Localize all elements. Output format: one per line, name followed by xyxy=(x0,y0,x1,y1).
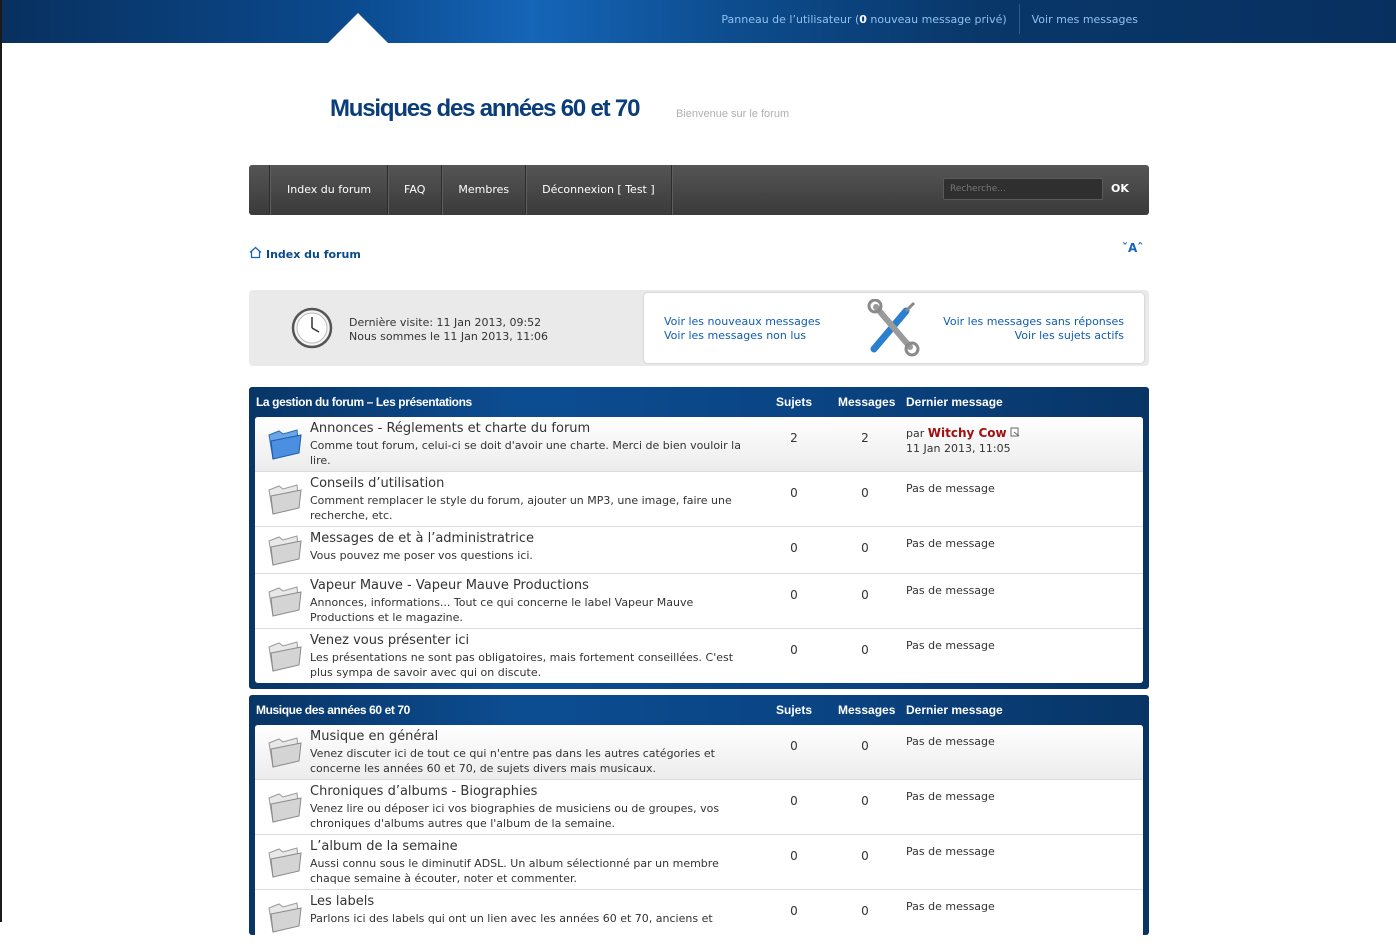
forum-title[interactable]: Annonces - Réglements et charte du forum xyxy=(310,421,591,436)
user-control-panel-link[interactable]: Panneau de l’utilisateur (0 nouveau message privé) xyxy=(721,12,1007,26)
forum-posts-count: 0 xyxy=(861,904,869,918)
forum-posts-count: 0 xyxy=(861,794,869,808)
tools-icon xyxy=(866,299,922,360)
user-links xyxy=(709,0,1150,38)
site-title[interactable]: Musiques des années 60 et 70 xyxy=(330,95,640,122)
home-icon xyxy=(249,246,262,262)
column-topics: Sujets xyxy=(776,395,813,409)
last-post-info: Pas de message xyxy=(906,845,995,858)
current-time-text: Nous sommes le 11 Jan 2013, 11:06 xyxy=(349,330,548,343)
forum-title[interactable]: L’album de la semaine xyxy=(310,839,458,854)
font-size-toggle[interactable]: ˇAˆ xyxy=(1122,241,1144,255)
forum-title[interactable]: Musique en général xyxy=(310,729,439,744)
forum-title[interactable]: Vapeur Mauve - Vapeur Mauve Productions xyxy=(310,578,589,593)
last-post-info: Pas de message xyxy=(906,735,995,748)
category-title[interactable]: Musique des années 60 et 70 xyxy=(256,703,410,717)
forum-title[interactable]: Messages de et à l’administratrice xyxy=(310,531,535,546)
nav-faq[interactable]: FAQ xyxy=(388,165,442,215)
last-post-info: Pas de message xyxy=(906,639,995,652)
folder-icon xyxy=(267,482,303,519)
forum-posts-count: 0 xyxy=(861,541,869,555)
forum-topics-count: 0 xyxy=(790,849,798,863)
forum-topics-count: 0 xyxy=(790,739,798,753)
link-unread-posts[interactable]: Voir les messages non lus xyxy=(664,329,807,342)
last-post-info: Pas de message xyxy=(906,482,995,495)
window-edge xyxy=(0,0,2,922)
category-header xyxy=(249,387,1149,417)
link-new-posts[interactable]: Voir les nouveaux messages xyxy=(664,315,821,328)
last-post-info: par Witchy Cow 11 Jan 2013, 11:05 xyxy=(906,426,1020,456)
forum-posts-count: 2 xyxy=(861,431,869,445)
forum-title[interactable]: Chroniques d’albums - Biographies xyxy=(310,784,538,799)
search-ok-button[interactable]: OK xyxy=(1111,182,1129,195)
last-post-info: Pas de message xyxy=(906,584,995,597)
nav-logout[interactable]: Déconnexion [ Test ] xyxy=(526,165,672,215)
breadcrumb-forum-index[interactable]: Index du forum xyxy=(266,247,361,261)
last-visit-text: Dernière visite: 11 Jan 2013, 09:52 xyxy=(349,316,542,329)
forum-description: Venez lire ou déposer ici vos biographies de musiciens ou de groupes, vos chroniques d'albums autres que l'album de la semaine. xyxy=(310,802,720,830)
site-subtitle: Bienvenue sur le forum xyxy=(676,108,790,120)
forum-topics-count: 0 xyxy=(790,643,798,657)
info-box xyxy=(249,290,1149,366)
category-header xyxy=(249,695,1149,725)
forum-title[interactable]: Venez vous présenter ici xyxy=(310,633,470,648)
forum-description: Vous pouvez me poser vos questions ici. xyxy=(310,549,533,562)
forum-description: Venez discuter ici de tout ce qui n'entre pas dans les autres catégories et concerne les années 60 et 70, de sujets divers mais musicaux. xyxy=(310,747,715,775)
visit-info xyxy=(349,316,548,344)
nav-members[interactable]: Membres xyxy=(442,165,526,215)
column-last-post: Dernier message xyxy=(906,703,1003,717)
forum-topics-count: 0 xyxy=(790,588,798,602)
forum-description: Comment remplacer le style du forum, ajouter un MP3, une image, faire une recherche, etc. xyxy=(310,494,732,522)
forum-posts-count: 0 xyxy=(861,486,869,500)
forum-row xyxy=(255,573,1143,628)
folder-icon xyxy=(267,845,303,882)
forum-posts-count: 0 xyxy=(861,588,869,602)
top-bar xyxy=(2,0,1396,43)
folder-icon xyxy=(267,639,303,676)
last-post-info: Pas de message xyxy=(906,790,995,803)
forum-row xyxy=(255,834,1143,889)
forum-row xyxy=(255,526,1143,573)
forum-posts-count: 0 xyxy=(861,849,869,863)
forum-row xyxy=(255,889,1143,944)
forum-description: Comme tout forum, celui-ci se doit d'avoir une charte. Merci de bien vouloir la lire. xyxy=(310,439,741,467)
forum-posts-count: 0 xyxy=(861,739,869,753)
quick-links-panel xyxy=(644,293,1144,363)
category-title[interactable]: La gestion du forum – Les présentations xyxy=(256,395,472,409)
main-nav xyxy=(249,165,1149,215)
folder-icon xyxy=(267,790,303,827)
last-post-info: Pas de message xyxy=(906,537,995,550)
clock-icon xyxy=(291,307,333,352)
forum-row xyxy=(255,628,1143,683)
category-table xyxy=(249,387,1149,689)
link-active-topics[interactable]: Voir les sujets actifs xyxy=(1014,329,1124,342)
view-latest-post-icon[interactable] xyxy=(1010,427,1020,440)
folder-new-icon xyxy=(267,427,303,464)
column-posts: Messages xyxy=(838,395,896,409)
forum-topics-count: 0 xyxy=(790,794,798,808)
folder-icon xyxy=(267,533,303,570)
column-topics: Sujets xyxy=(776,703,813,717)
forum-topics-count: 0 xyxy=(790,541,798,555)
forum-description: Les présentations ne sont pas obligatoires, mais fortement conseillées. C'est plus sympa de savoir avec qui on discute. xyxy=(310,651,734,679)
last-post-author[interactable]: Witchy Cow xyxy=(927,426,1007,440)
forum-row xyxy=(255,725,1143,779)
forum-topics-count: 0 xyxy=(790,486,798,500)
link-unanswered-posts[interactable]: Voir les messages sans réponses xyxy=(943,315,1124,328)
forum-row xyxy=(255,779,1143,834)
forum-topics-count: 0 xyxy=(790,904,798,918)
forum-title[interactable]: Les labels xyxy=(310,894,375,909)
category-table xyxy=(249,695,1149,935)
forum-row xyxy=(255,417,1143,471)
forum-title[interactable]: Conseils d’utilisation xyxy=(310,476,445,491)
forum-description: Annonces, informations... Tout ce qui concerne le label Vapeur Mauve Productions et le magazine. xyxy=(310,596,694,624)
forum-posts-count: 0 xyxy=(861,643,869,657)
forum-topics-count: 2 xyxy=(790,431,798,445)
nav-forum-index[interactable]: Index du forum xyxy=(271,165,388,215)
forum-row xyxy=(255,471,1143,526)
folder-icon xyxy=(267,900,303,937)
search-input[interactable]: Recherche... xyxy=(943,178,1103,200)
column-last-post: Dernier message xyxy=(906,395,1003,409)
breadcrumb xyxy=(249,246,361,262)
unread-pm-count: 0 xyxy=(859,12,867,26)
header-notch xyxy=(328,13,388,43)
last-post-info: Pas de message xyxy=(906,900,995,913)
view-messages-link[interactable]: Voir mes messages xyxy=(1031,12,1138,26)
folder-icon xyxy=(267,584,303,621)
folder-icon xyxy=(267,735,303,772)
forum-description: Parlons ici des labels qui ont un lien avec les années 60 et 70, anciens et xyxy=(310,912,713,925)
forum-description: Aussi connu sous le diminutif ADSL. Un album sélectionné par un membre chaque semaine à écouter, noter et commenter. xyxy=(310,857,719,885)
column-posts: Messages xyxy=(838,703,896,717)
last-post-date: 11 Jan 2013, 11:05 xyxy=(906,442,1011,455)
